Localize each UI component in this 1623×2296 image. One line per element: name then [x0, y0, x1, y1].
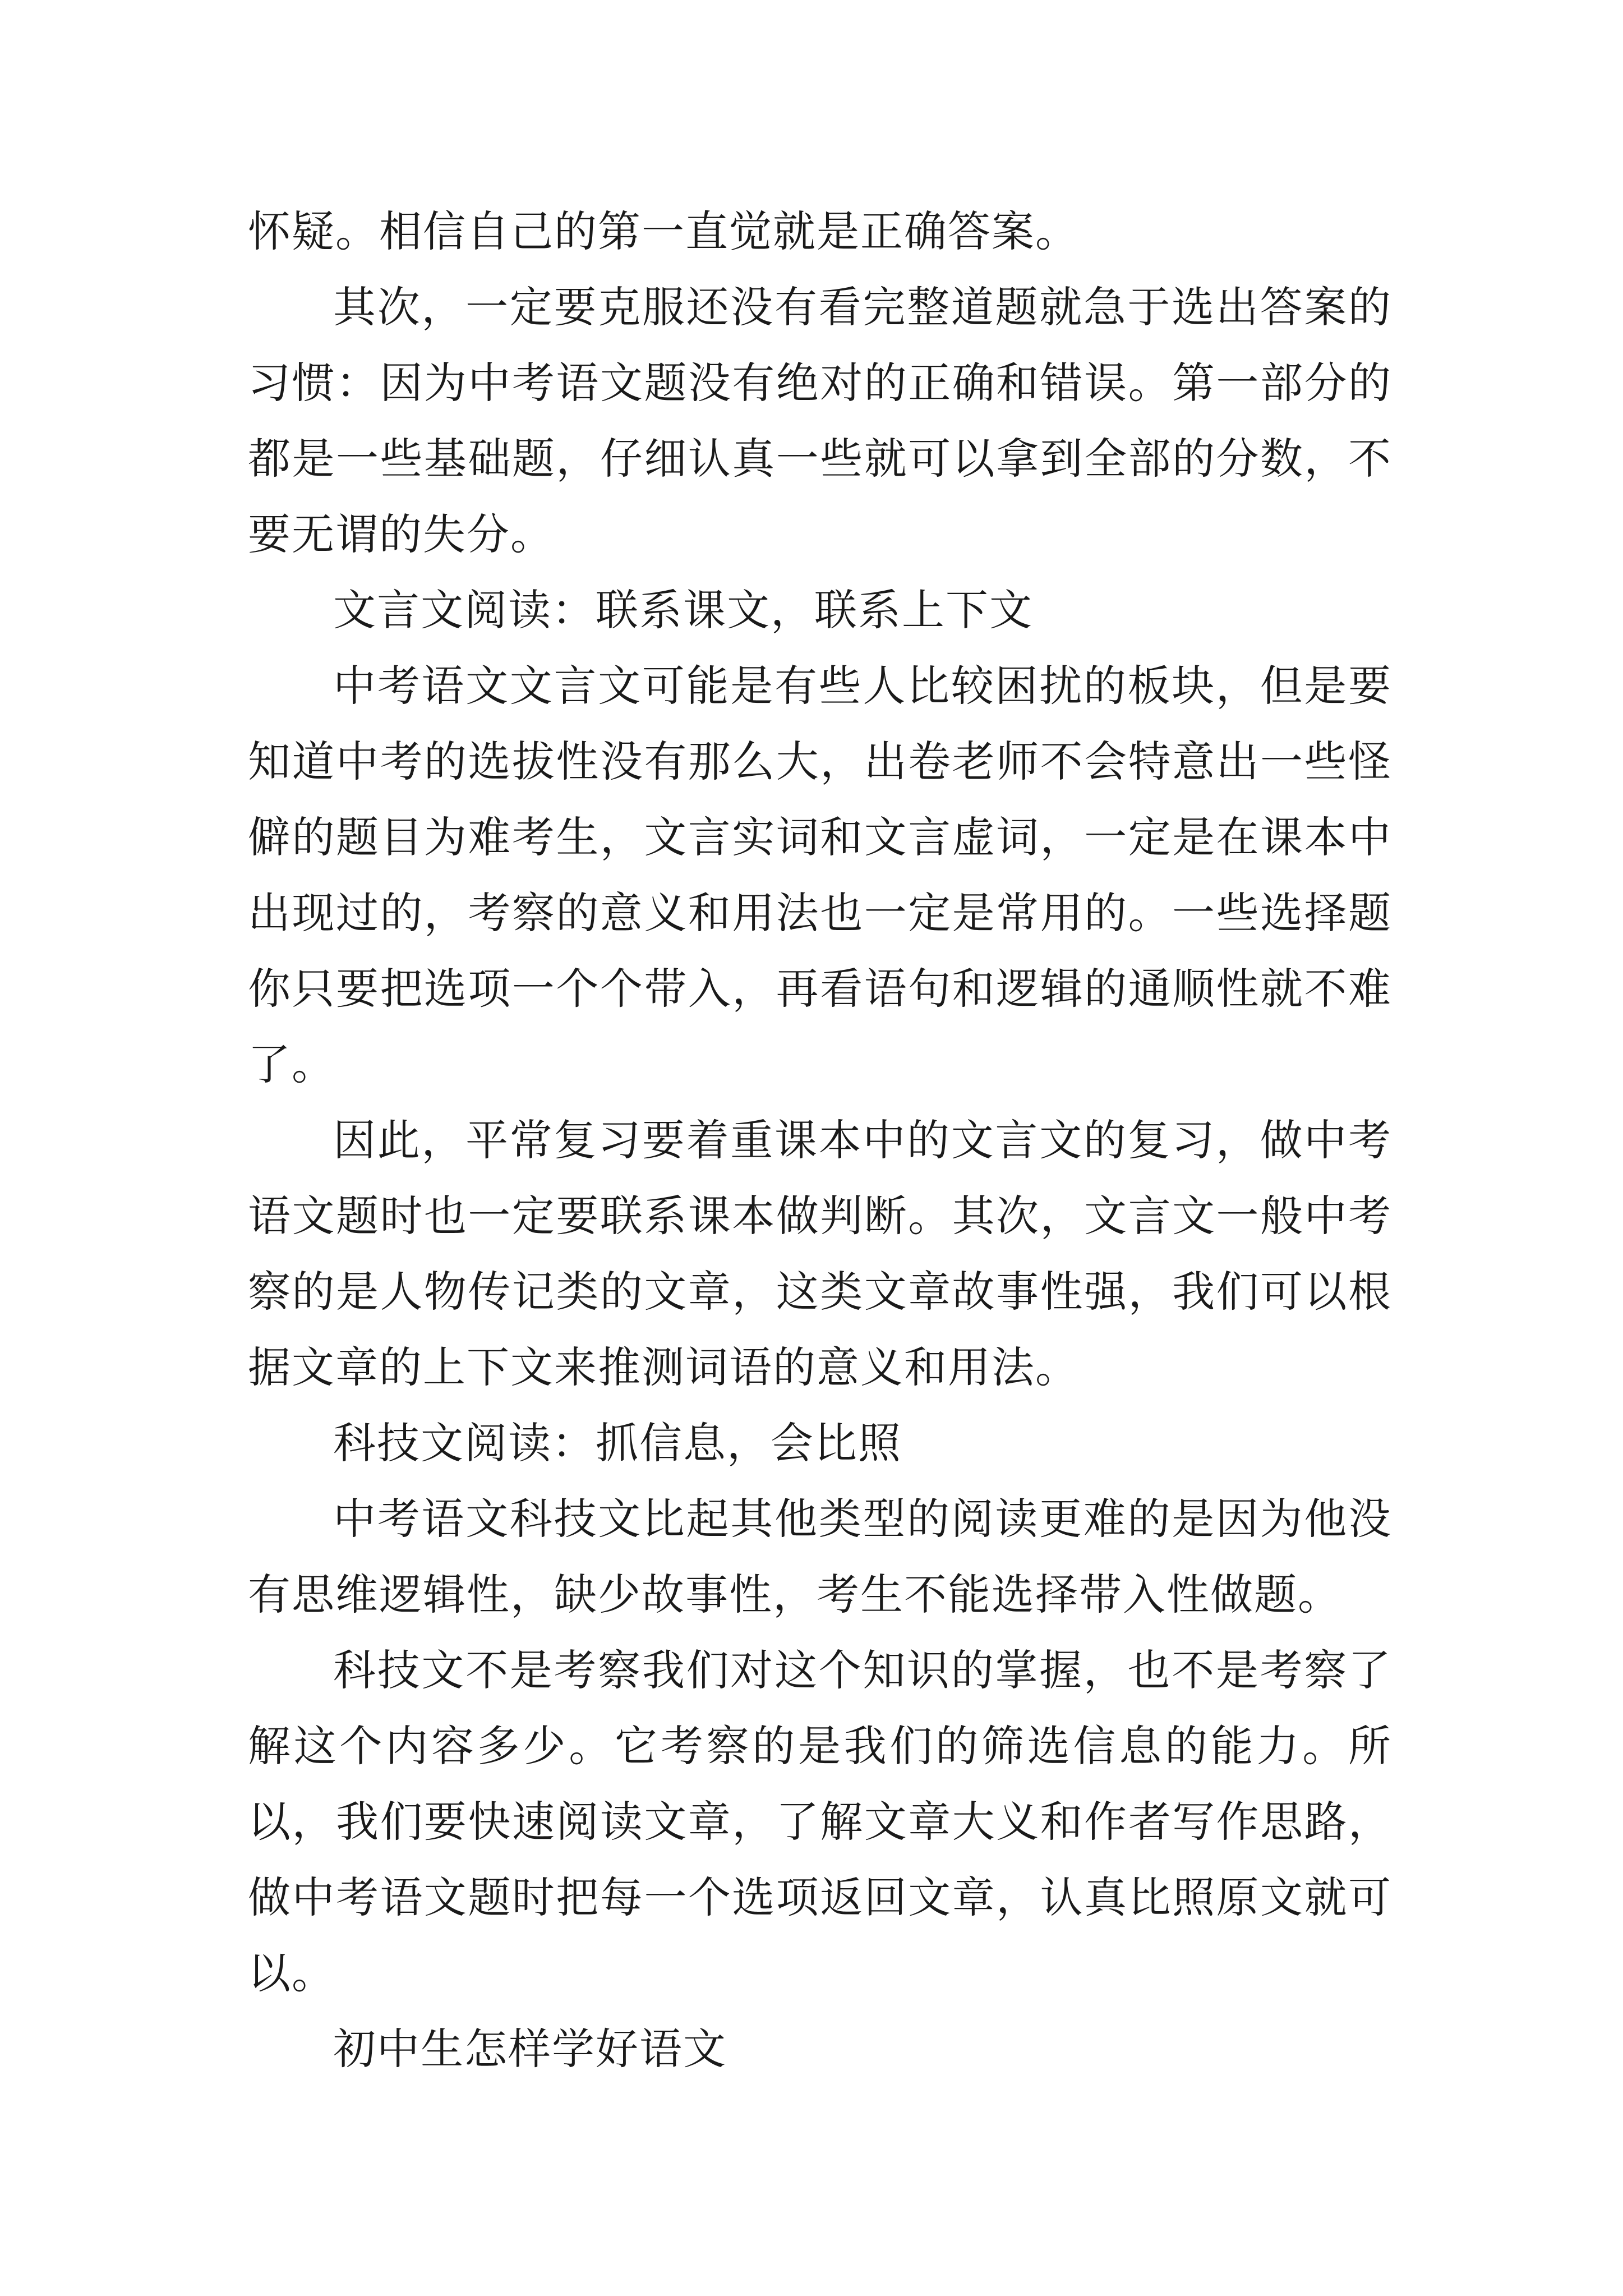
section-heading-how-to-learn: 初中生怎样学好语文: [333, 2024, 727, 2074]
paragraph-classical-review: 因此，平常复习要着重课本中的文言文的复习，做中考语文题时也一定要联系课本做判断。其次，文言文一般中考察的是人物传记类的文章，这类文章故事性强，我们可以根据文章的上下文来推测词语的意义和用法。: [248, 1115, 1392, 1392]
paragraph-science-difficulty: 中考语文科技文比起其他类型的阅读更难的是因为他没有思维逻辑性，缺少故事性，考生不能选择带入性做题。: [248, 1494, 1392, 1619]
paragraph-science-method: 科技文不是考察我们对这个知识的掌握，也不是考察了解这个内容多少。它考察的是我们的筛选信息的能力。所以，我们要快速阅读文章，了解文章大义和作者写作思路，做中考语文题时把每一个选项返回文章，认真比照原文就可以。: [248, 1645, 1392, 1998]
paragraph-classical-chinese: 中考语文文言文可能是有些人比较困扰的板块，但是要知道中考的选拔性没有那么大，出卷老师不会特意出一些怪僻的题目为难考生，文言实词和文言虚词，一定是在课本中出现过的，考察的意义和用法也一定是常用的。一些选择题你只要把选项一个个带入，再看语句和逻辑的通顺性就不难了。: [248, 661, 1392, 1089]
section-heading-classical-chinese: 文言文阅读：联系课文，联系上下文: [333, 585, 1033, 635]
paragraph-second-tip: 其次，一定要克服还没有看完整道题就急于选出答案的习惯：因为中考语文题没有绝对的正确和错误。第一部分的都是一些基础题，仔细认真一些就可以拿到全部的分数，不要无谓的失分。: [248, 282, 1392, 559]
paragraph-continuation: 怀疑。相信自己的第一直觉就是正确答案。: [248, 206, 1079, 256]
section-heading-science-reading: 科技文阅读：抓信息，会比照: [333, 1418, 902, 1468]
document-body: [248, 194, 1392, 2087]
